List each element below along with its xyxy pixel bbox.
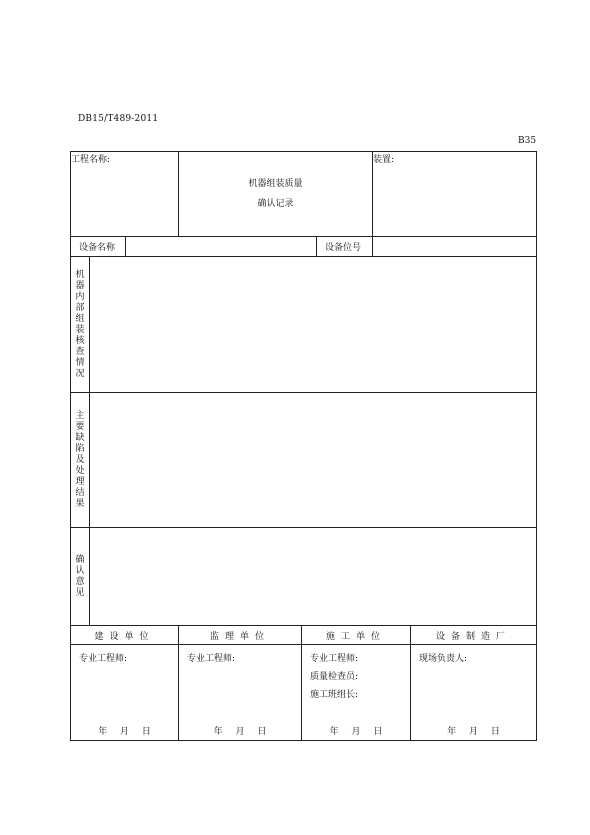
team-leader-label: 施工班组长:: [310, 690, 359, 700]
quality-inspector-label: 质量检查员:: [310, 672, 359, 682]
party-contractor: 施工单位: [302, 626, 411, 645]
unit-cell[interactable]: [373, 152, 537, 237]
opinion-label: [71, 528, 90, 626]
engineer-label: 专业工程师:: [79, 654, 128, 664]
signature-construction[interactable]: [71, 645, 179, 741]
form-title-line2: 确认记录: [257, 199, 294, 209]
standard-number: DB15/T489-2011: [78, 114, 159, 124]
party-supervision: 监理单位: [179, 626, 302, 645]
project-name-cell[interactable]: [71, 152, 179, 237]
equipment-tag-label: 设备位号: [317, 237, 373, 257]
form-title: [179, 152, 373, 237]
date-label: 年 月 日: [98, 727, 151, 737]
signature-contractor[interactable]: [302, 645, 411, 741]
equipment-name-field[interactable]: [126, 237, 317, 257]
signature-supervision[interactable]: [179, 645, 302, 741]
assembly-confirmation-form: [70, 151, 537, 741]
opinion-field[interactable]: [90, 528, 537, 626]
engineer-label: 专业工程师:: [187, 654, 236, 664]
defects-text: 主要缺陷及处理结果: [75, 410, 85, 509]
unit-label: 装置:: [373, 155, 395, 165]
equipment-name-label: 设备名称: [71, 237, 126, 257]
party-manufacturer: 设备制造厂: [411, 626, 537, 645]
form-code: B35: [518, 136, 537, 146]
engineer-label: 专业工程师:: [310, 654, 359, 664]
date-label: 年 月 日: [447, 727, 500, 737]
signature-manufacturer[interactable]: [411, 645, 537, 741]
date-label: 年 月 日: [213, 727, 267, 737]
equipment-tag-field[interactable]: [373, 237, 537, 257]
defects-label: [71, 393, 90, 528]
party-construction: 建设单位: [71, 626, 179, 645]
site-manager-label: 现场负责人:: [419, 654, 468, 664]
project-name-label: 工程名称:: [71, 155, 111, 165]
internal-check-text: 机器内部组装核查情况: [75, 269, 85, 379]
internal-check-field[interactable]: [90, 257, 537, 393]
form-title-line1: 机器组装质量: [248, 179, 303, 189]
internal-check-label: [71, 257, 90, 393]
opinion-text: 确认意见: [75, 554, 85, 598]
date-label: 年 月 日: [329, 727, 383, 737]
defects-field[interactable]: [90, 393, 537, 528]
